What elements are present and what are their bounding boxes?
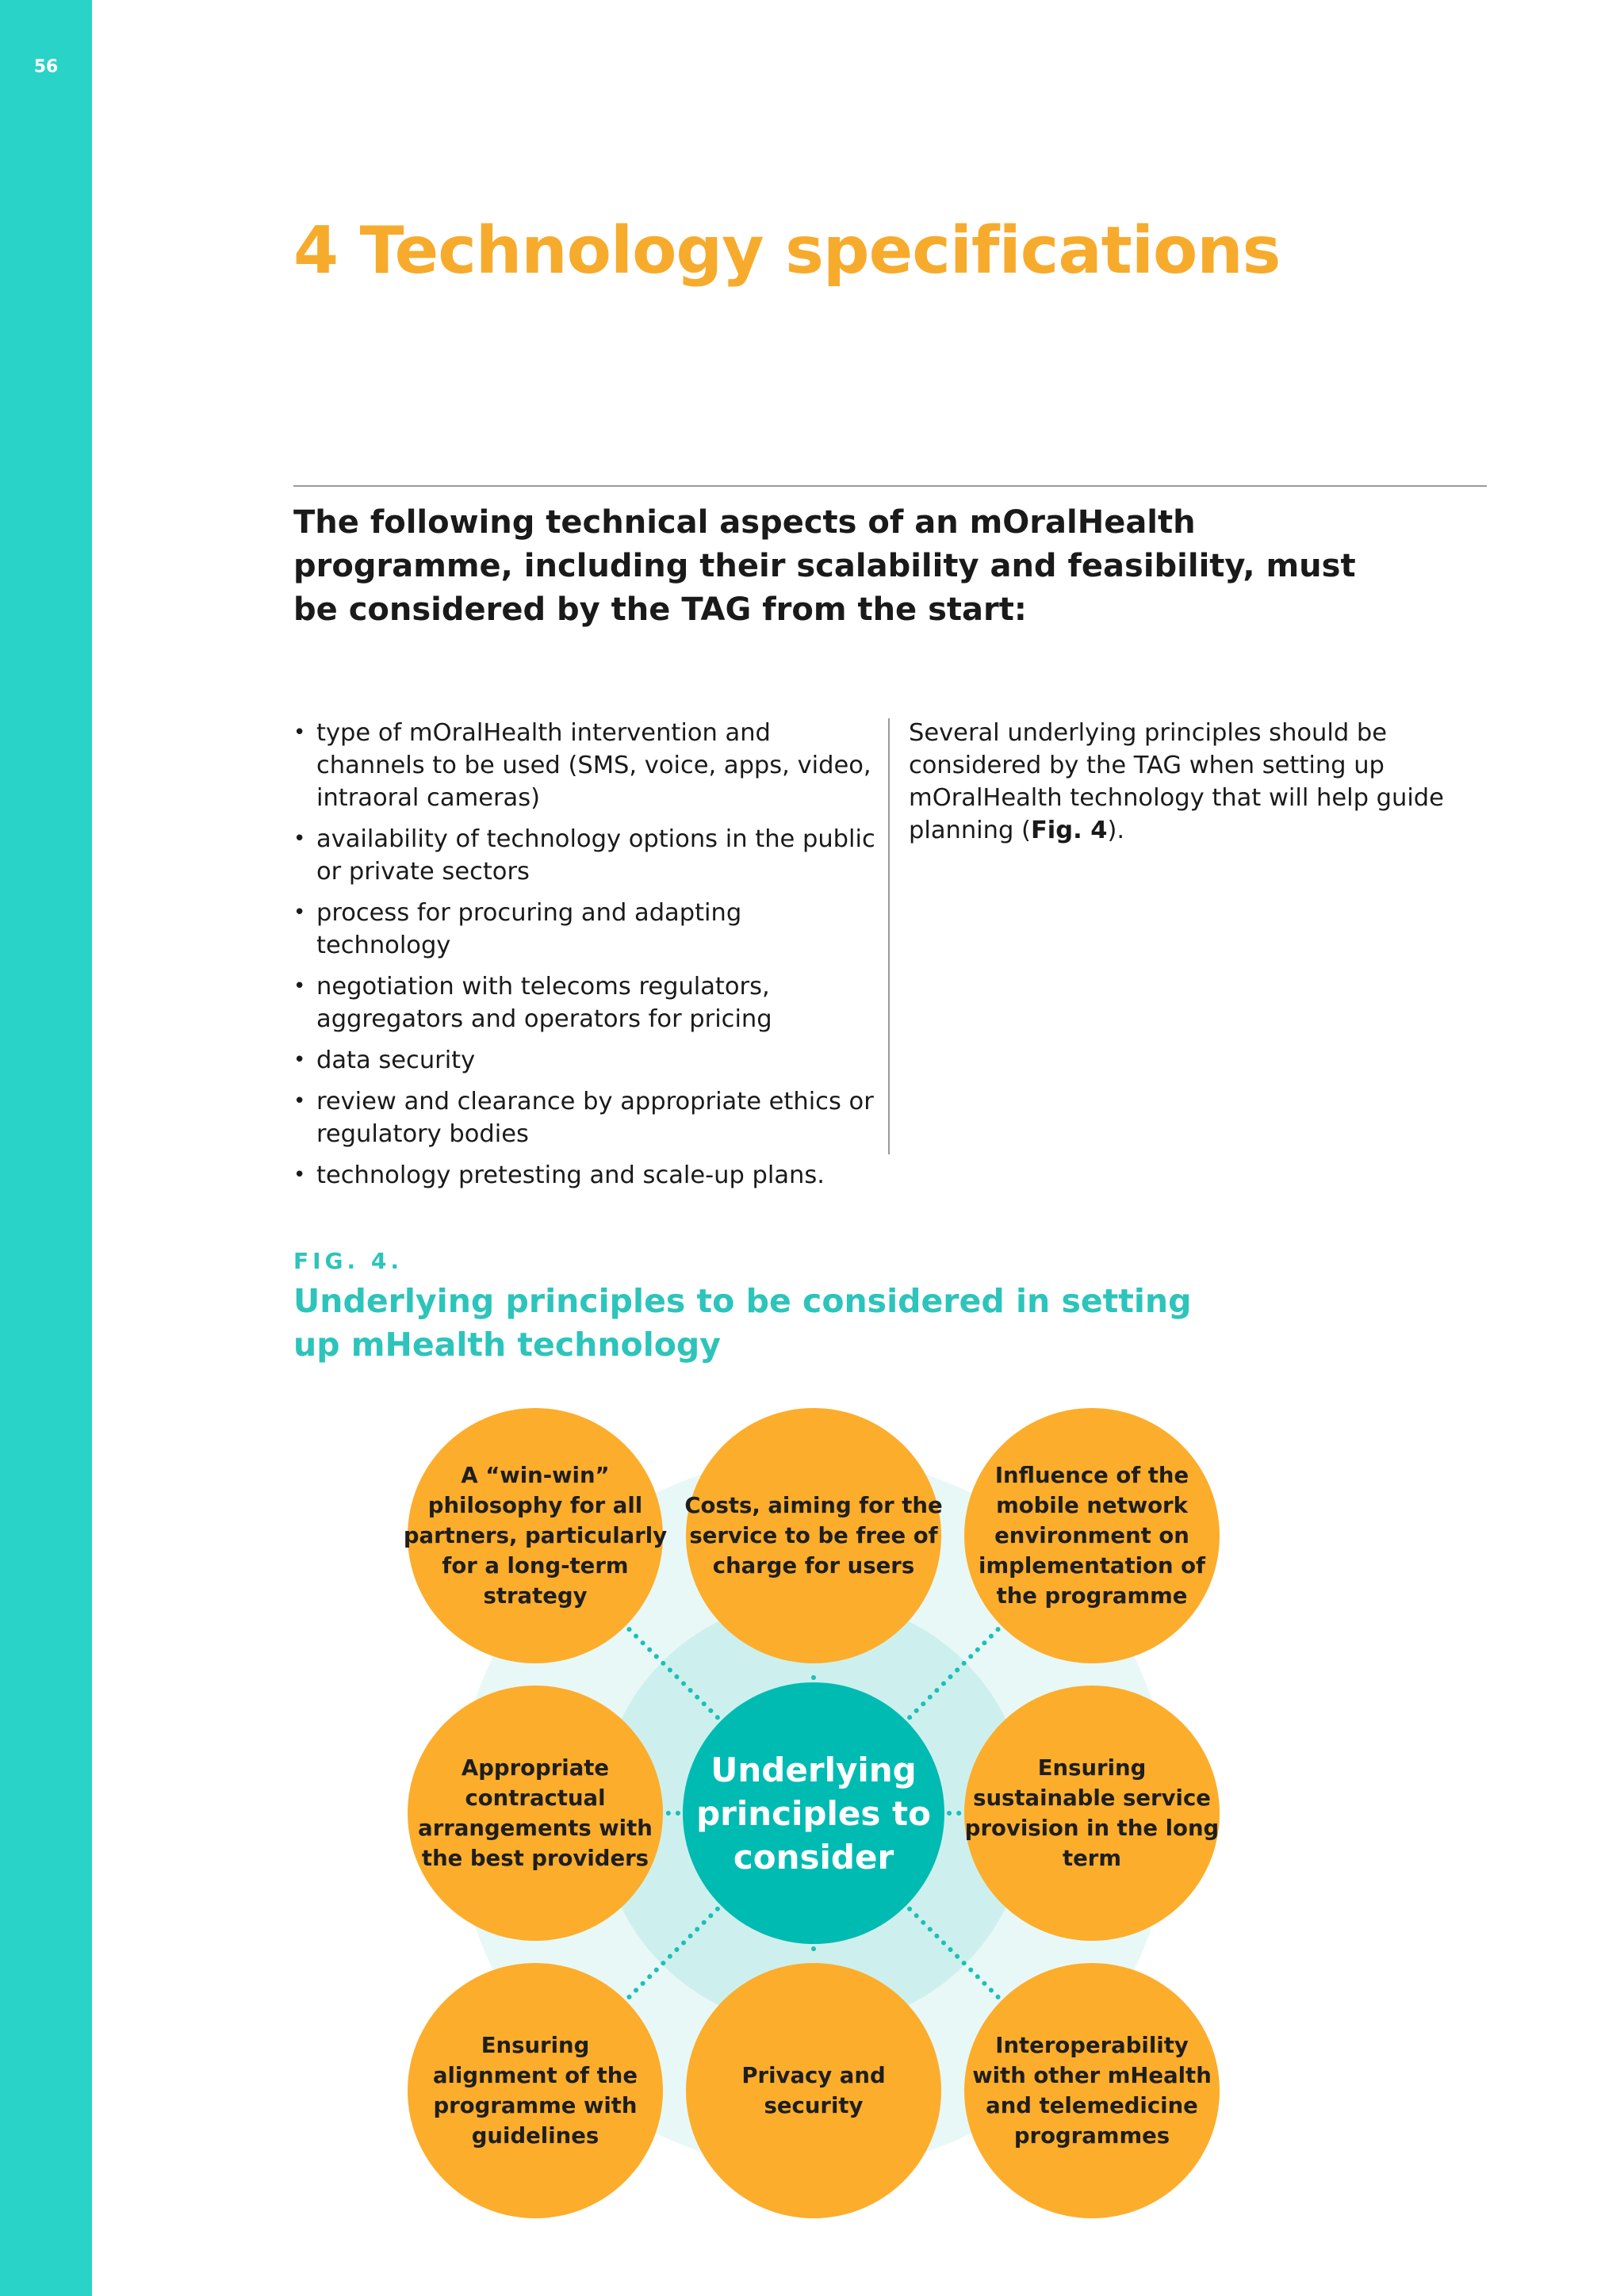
figure-label: FIG. 4.: [293, 1248, 404, 1274]
principle-bubble-alignment: [408, 1963, 663, 2218]
principle-bubble-contractual: [408, 1686, 663, 1941]
page-number: 56: [33, 57, 59, 77]
list-item: • technology pretesting and scale-up plans.: [293, 1159, 880, 1192]
figure-title: Underlying principles to be considered in setting up mHealth technology: [293, 1282, 1192, 1364]
list-item: • process for procuring and adapting technology: [293, 897, 880, 962]
principle-label-alignment: Ensuring alignment of the programme with guidelines: [432, 2033, 638, 2149]
side-note-tail: ).: [1107, 817, 1125, 844]
principle-label-interoperability: Interoperability with other mHealth and telemedicine programmes: [972, 2033, 1212, 2149]
list-item: • negotiation with telecoms regulators, aggregators and operators for pricing: [293, 970, 880, 1035]
principle-label-contractual: Appropriate contractual arrangements with the best providers: [418, 1755, 653, 1871]
hub: [683, 1682, 944, 1944]
principle-bubble-sustainable: [964, 1686, 1220, 1941]
list-item: • availability of technology options in the public or private sectors: [293, 823, 880, 888]
list-item: • data security: [293, 1044, 880, 1077]
principle-label-sustainable: Ensuring sustainable service provision in the long term: [964, 1755, 1220, 1871]
principle-bubble-privacy: [686, 1963, 941, 2218]
principle-bubble-interoperability: [964, 1963, 1220, 2218]
figure-reference-link[interactable]: Fig. 4: [1030, 817, 1108, 844]
side-note-text: Several underlying principles should be considered by the TAG when setting up mOralHealth technology that will help guide planning (: [909, 719, 1444, 844]
chapter-title: 4 Technology specifications: [293, 213, 1281, 289]
principle-label-mobile-network: Influence of the mobile network environment on implementation of the programme: [979, 1463, 1205, 1609]
list-item: • review and clearance by appropriate ethics or regulatory bodies: [293, 1085, 880, 1150]
principle-label-costs: Costs, aiming for the service to be free of charge for users: [684, 1493, 943, 1578]
principle-label-privacy: Privacy and security: [741, 2063, 886, 2118]
intro-text: The following technical aspects of an mOralHealth programme, including their scalability and feasibility, must be considered by the TAG from the start:: [293, 504, 1356, 628]
principle-label-win-win: A “win-win” philosophy for all partners, particularly for a long-term strategy: [403, 1463, 668, 1609]
hub-label: Underlying principles to consider: [696, 1750, 931, 1877]
list-item: • type of mOralHealth intervention and channels to be used (SMS, voice, apps, video, intraoral cameras): [293, 717, 880, 814]
